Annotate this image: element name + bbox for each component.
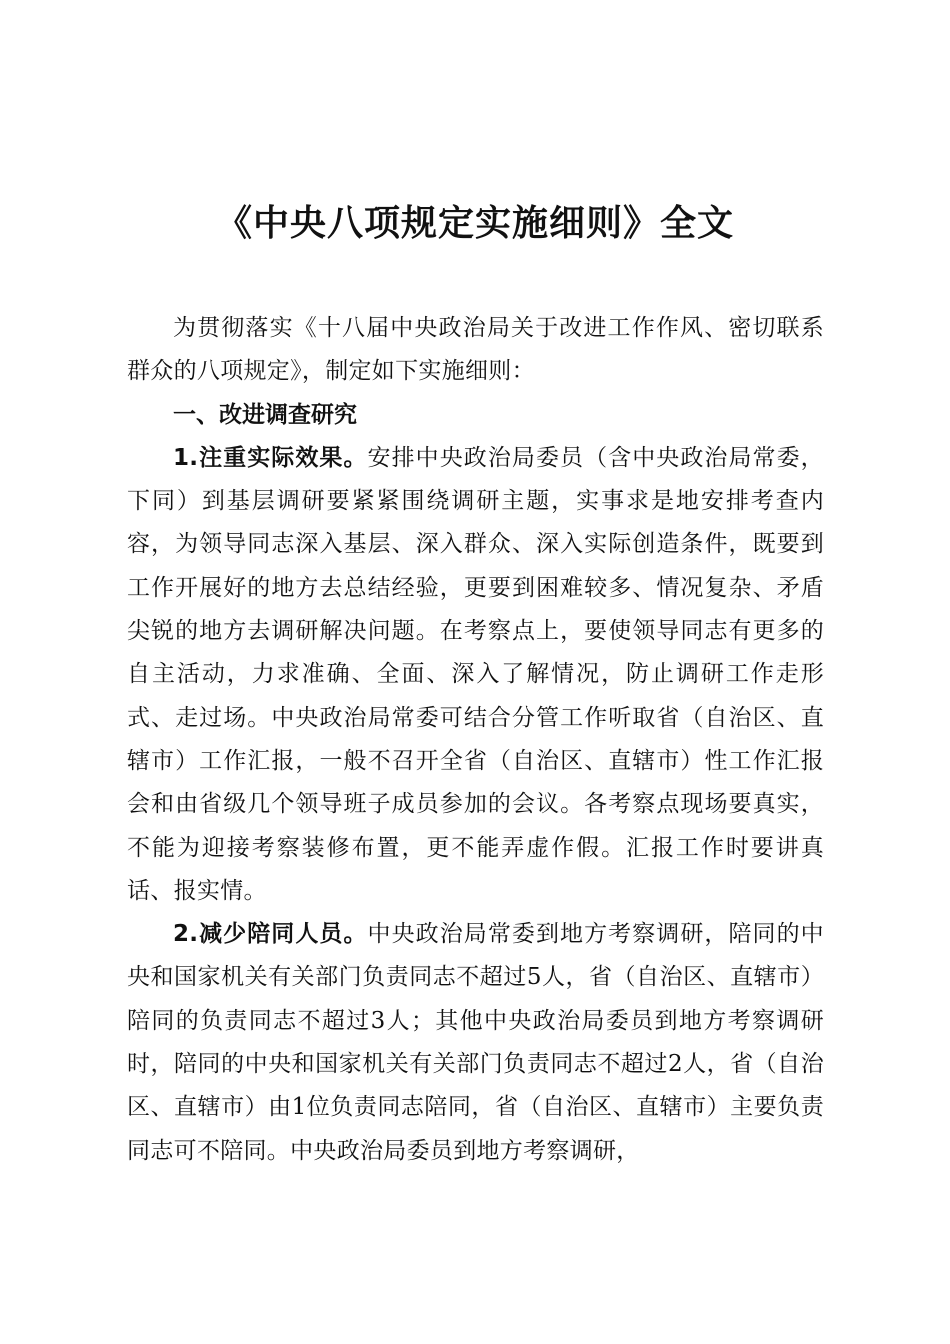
item-1-paragraph — [127, 437, 824, 913]
item-2-paragraph — [127, 913, 824, 1173]
document-title: 《中央八项规定实施细则》全文 — [215, 203, 734, 244]
item-1-lead: 1.注重实际效果。 — [173, 444, 368, 471]
document-body — [127, 307, 824, 1173]
intro-paragraph: 为贯彻落实《十八届中央政治局关于改进工作作风、密切联系群众的八项规定》，制定如下实施细则： — [127, 315, 824, 385]
section-heading: 一、改进调查研究 — [173, 401, 357, 428]
item-1-text: 安排中央政治局委员（含中央政治局常委，下同）到基层调研要紧紧围绕调研主题，实事求是地安排考查内容，为领导同志深入基层、深入群众、深入实际创造条件，既要到工作开展好的地方去总结经验，更要到困难较多、情况复杂、矛盾尖锐的地方去调研解决问题。在考察点上，要使领导同志有更多的自主活动，力求准确、全面、深入了解情况，防止调研工作走形式、走过场。中央政治局常委可结合分管工作听取省（自治区、直辖市）工作汇报，一般不召开全省（自治区、直辖市）性工作汇报会和由省级几个领导班子成员参加的会议。各考察点现场要真实，不能为迎接考察装修布置，更不能弄虚作假。汇报工作时要讲真话、报实情。 — [127, 444, 824, 904]
item-2-text: 中央政治局常委到地方考察调研，陪同的中央和国家机关有关部门负责同志不超过5人，省（自治区、直辖市）陪同的负责同志不超过3人；其他中央政治局委员到地方考察调研时，陪同的中央和国家机关有关部门负责同志不超过2人，省（自治区、直辖市）由1位负责同志陪同，省（自治区、直辖市）主要负责同志可不陪同。中央政治局委员到地方考察调研， — [127, 921, 824, 1164]
item-2-lead: 2.减少陪同人员。 — [173, 921, 368, 948]
